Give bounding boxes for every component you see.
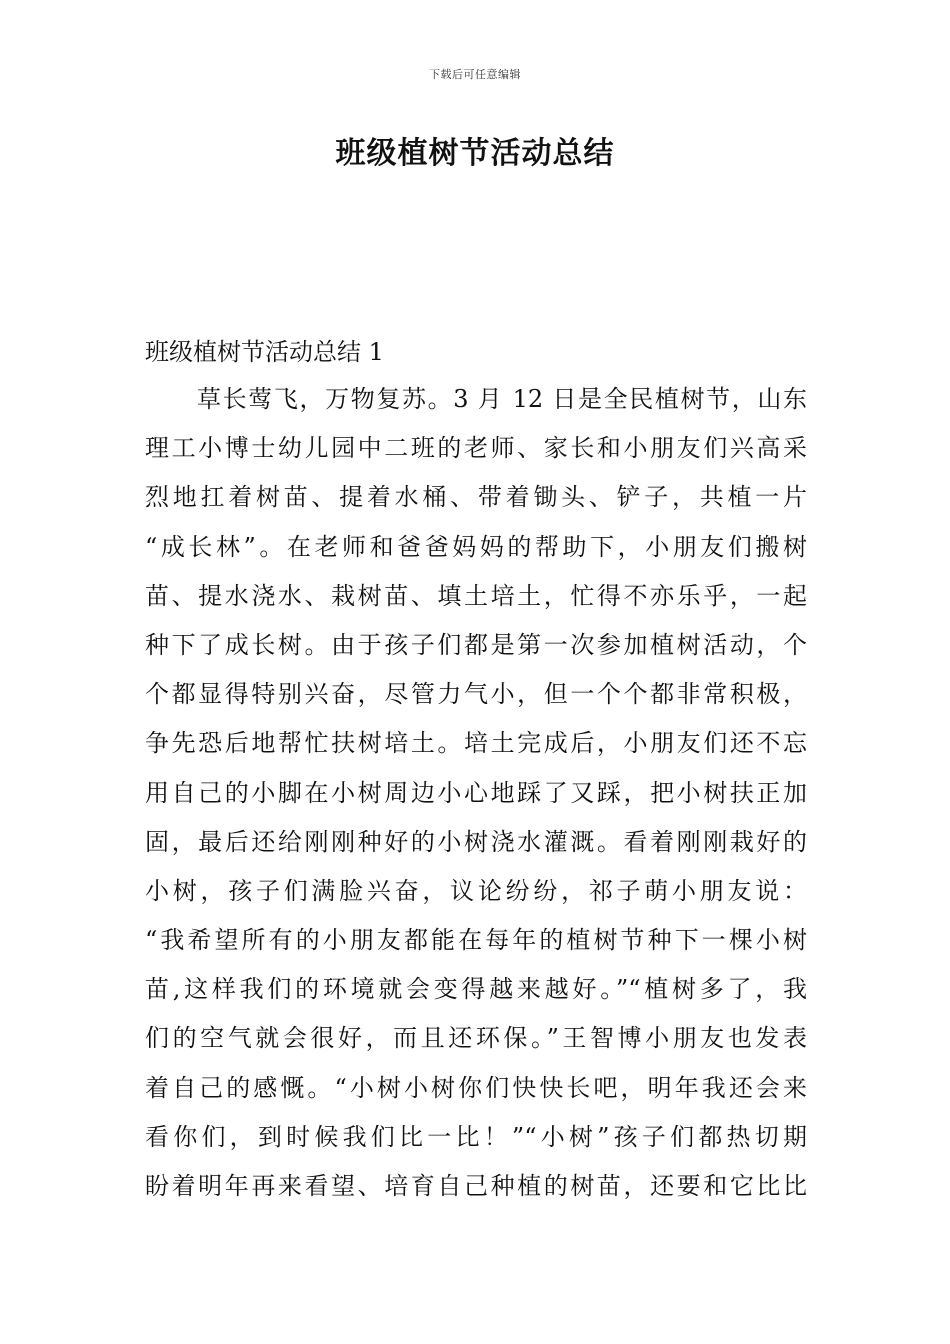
body-line: 们的空气就会很好，而且还环保。”王智博小朋友也发表 xyxy=(145,1024,807,1053)
body-line: 苗,这样我们的环境就会变得越来越好。”“植树多了，我 xyxy=(145,975,807,1004)
body-line: 烈地扛着树苗、提着水桶、带着锄头、铲子，共植一片 xyxy=(145,483,807,512)
body-line: 争先恐后地帮忙扶树培土。培土完成后，小朋友们还不忘 xyxy=(145,729,807,758)
body-paragraph xyxy=(145,379,807,1215)
body-line: 种下了成长树。由于孩子们都是第一次参加植树活动，个 xyxy=(145,630,807,659)
body-line: 理工小博士幼儿园中二班的老师、家长和小朋友们兴高采 xyxy=(145,434,807,463)
document-title: 班级植树节活动总结 xyxy=(335,136,615,171)
body-line: 固，最后还给刚刚种好的小树浇水灌溉。看着刚刚栽好的 xyxy=(145,827,807,856)
body-line: “我希望所有的小朋友都能在每年的植树节种下一棵小树 xyxy=(145,926,807,955)
header-note: 下载后可任意编辑 xyxy=(429,68,521,81)
body-line: 盼着明年再来看望、培育自己种植的树苗，还要和它比比 xyxy=(145,1172,807,1200)
body-line: 小树，孩子们满脸兴奋，议论纷纷，祁子萌小朋友说： xyxy=(145,876,807,905)
body-line: “成长林”。在老师和爸爸妈妈的帮助下，小朋友们搬树 xyxy=(145,532,807,561)
body-line: 个都显得特别兴奋，尽管力气小，但一个个都非常积极， xyxy=(145,680,807,709)
body-line: 着自己的感慨。“小树小树你们快快长吧，明年我还会来 xyxy=(145,1073,807,1102)
body-line: 看你们，到时候我们比一比！”“小树”孩子们都热切期 xyxy=(145,1122,807,1151)
body-line: 苗、提水浇水、栽树苗、填土培土，忙得不亦乐乎，一起 xyxy=(145,581,807,610)
body-line: 草长莺飞，万物复苏。3 月 12 日是全民植树节，山东 xyxy=(197,385,807,413)
section-heading: 班级植树节活动总结 1 xyxy=(145,338,384,366)
body-line: 用自己的小脚在小树周边小心地踩了又踩，把小树扶正加 xyxy=(145,778,807,807)
